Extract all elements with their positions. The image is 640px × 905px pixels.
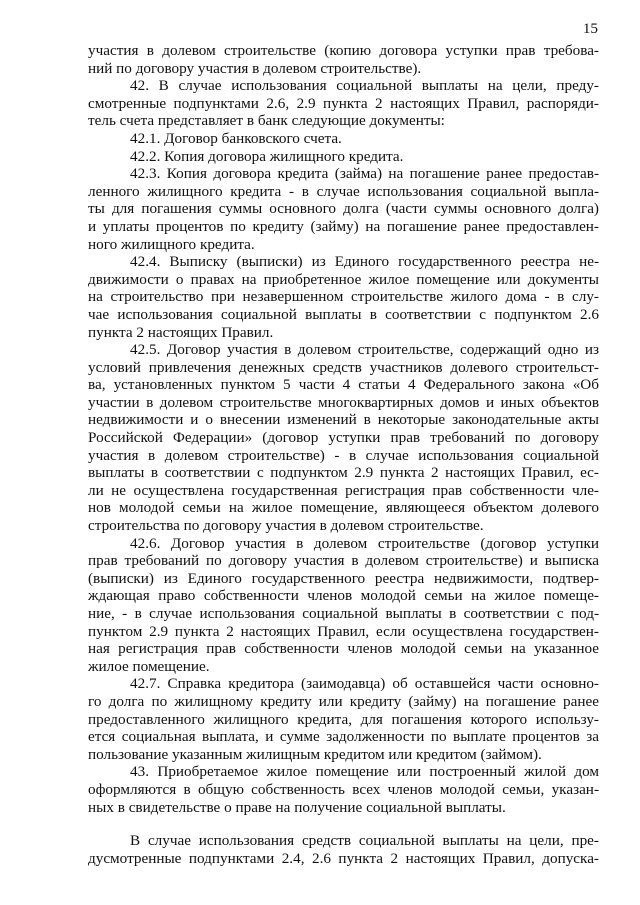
text-line: нов молодой семьи на жилое помещение, являющееся объектом долевого [88,499,599,517]
text-line: условий привлечения денежных средств участников долевого строительст- [88,358,599,376]
text-line: тель счета представляет в банк следующие документы: [88,112,445,130]
text-line: ного жилищного кредита. [88,235,255,253]
text-line: го долга по жилищному кредиту или кредиту (займу) на погашение ранее [88,692,599,710]
text-line: ных в свидетельстве о праве на получение социальной выплаты. [88,798,506,816]
text-line: 42.1. Договор банковского счета. [130,129,342,147]
text-line: оформляются в общую собственность всех членов молодой семьи, указан- [88,780,599,798]
text-line: смотренные подпунктами 2.6, 2.9 пункта 2 настоящих Правил, распоряди- [88,94,599,112]
text-line: предоставленного жилищного кредита, для погашения которого использу- [88,710,599,728]
paragraph-42-7 [88,675,599,763]
text-line: чае использования социальной выплаты в соответствии с подпунктом 2.6 [88,305,599,323]
text-line: жилое помещение. [88,657,210,675]
paragraph-42-3 [88,165,599,253]
text-line: недвижимости и о внесении изменений в некоторые законодательные акты [88,411,599,429]
paragraph-continuation [88,42,599,77]
page-number: 15 [582,20,598,37]
text-line: участия в долевом строительстве) - в случае использования социальной [88,446,599,464]
text-line: ний по договору участия в долевом строительстве). [88,59,422,77]
text-line: движимости о правах на приобретенное жилое помещение или документы [88,270,599,288]
text-line: строительства по договору участия в долевом строительстве. [88,517,484,535]
text-line: В случае использования средств социальной выплаты на цели, пре- [130,832,599,850]
text-line: участия в долевом строительстве (копию договора уступки прав требова- [88,42,599,59]
text-line: Российской Федерации» (договор уступки прав требований по договору [88,429,599,447]
text-line: 42.2. Копия договора жилищного кредита. [130,147,404,165]
paragraph-43 [88,763,599,816]
text-line: ленного жилищного кредита - в случае использования социальной выпла- [88,182,599,200]
text-line: ется социальная выплата, и сумме задолженности по выплате процентов за [88,728,599,746]
paragraph-42-6 [88,535,599,676]
text-line: ты для погашения суммы основного долга (части суммы основного долга) [88,200,599,218]
text-line: 42.6. Договор участия в долевом строительстве (договор уступки [130,534,599,552]
paragraph-42-1 [88,130,599,148]
text-line: 42.5. Договор участия в долевом строительстве, содержащий одно из [130,341,599,359]
text-line: пунктом 2.9 пункта 2 настоящих Правил, если осуществлена государствен- [88,622,599,640]
text-line: на строительство при незавершенном строительстве жилого дома - в слу- [88,288,599,306]
text-line: 42.3. Копия договора кредита (займа) на погашение ранее предостав- [130,165,599,183]
paragraph-42-2 [88,148,599,166]
text-line: прав требований по договору участия в долевом строительстве) и выписка [88,552,599,570]
text-line: дусмотренные подпунктами 2.4, 2.6 пункта 2 настоящих Правил, допуска- [88,849,599,867]
paragraph-continued-next-page [88,832,599,867]
text-line: ли не осуществлена государственная регистрация прав собственности чле- [88,481,599,499]
paragraph-42-5 [88,341,599,535]
text-line: ва, установленных пунктом 5 части 4 статьи 4 Федерального закона «Об [88,376,599,394]
text-line: выплаты в соответствии с подпунктом 2.9 пункта 2 настоящих Правил, ес- [88,464,599,482]
text-line: ждающая право собственности членов молодой семьи на жилое помеще- [88,587,599,605]
text-line: ние, - в случае использования социальной выплаты в соответствии с под- [88,605,599,622]
paragraph-42 [88,77,599,130]
text-line: 42. В случае использования социальной выплаты на цели, преду- [130,77,599,95]
text-line: ная регистрация прав собственности членов молодой семьи на указанное [88,640,599,658]
text-line: пользование указанным жилищным кредитом или кредитом (займом). [88,745,542,763]
paragraph-42-4 [88,253,599,341]
text-line: 42.4. Выписку (выписки) из Единого государственного реестра не- [130,253,599,271]
text-line: 43. Приобретаемое жилое помещение или построенный жилой дом [130,763,599,781]
text-line: 42.7. Справка кредитора (заимодавца) об оставшейся части основно- [130,675,599,693]
text-line: и уплаты процентов по кредиту (займу) на погашение ранее предоставлен- [88,217,599,235]
text-line: участии в долевом строительстве многоквартирных домов и иных объектов [88,393,599,411]
text-line: пункта 2 настоящих Правил. [88,323,274,341]
text-line: (выписки) из Единого государственного реестра недвижимости, подтвер- [88,569,599,587]
document-body [88,42,599,867]
